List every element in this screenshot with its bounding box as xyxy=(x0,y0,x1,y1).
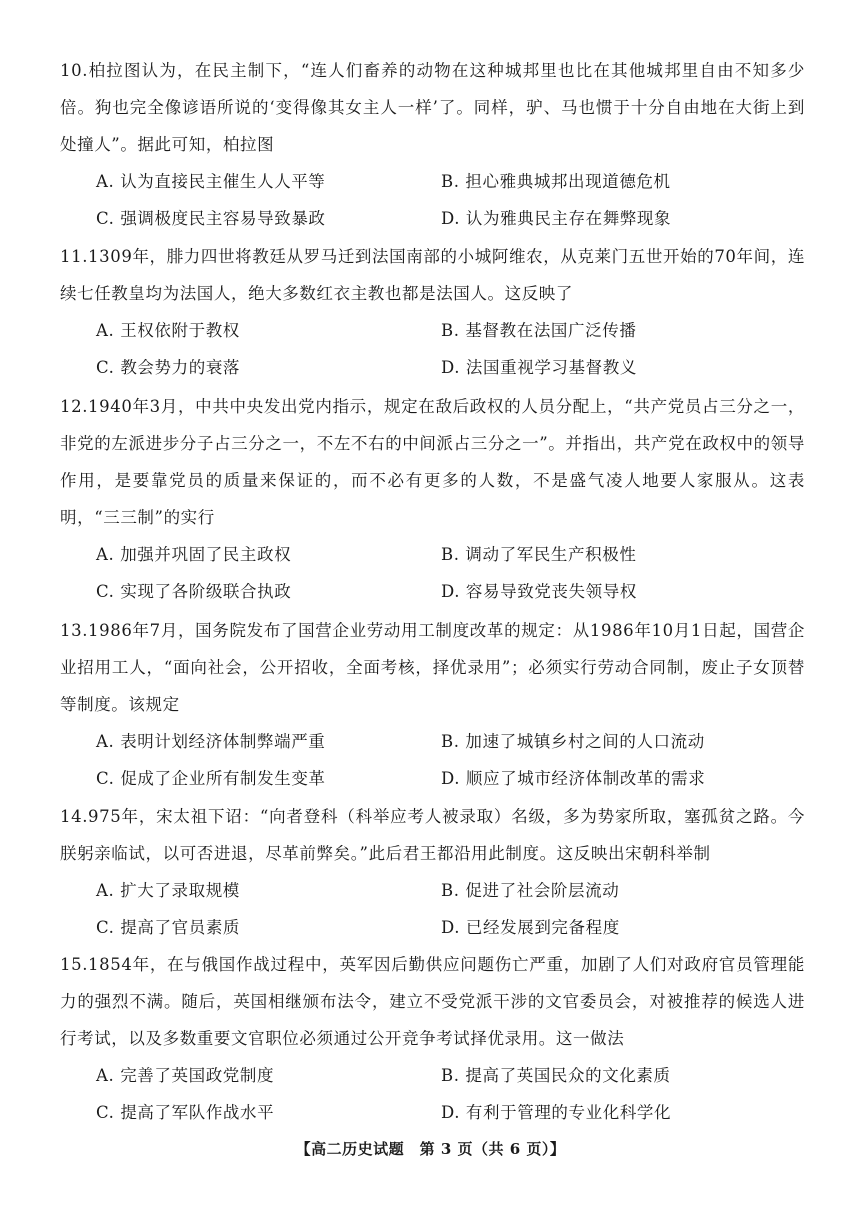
question-stem: 10.柏拉图认为，在民主制下，“连人们畜养的动物在这种城邦里也比在其他城邦里自由不知多少倍。狗也完全像谚语所说的‘变得像其女主人一样’了。同样，驴、马也惯于十分自由地在大街上到处撞人”。据此可知，柏拉图 xyxy=(60,61,805,154)
option-a: A. 认为直接民主催生人人平等 xyxy=(96,172,326,191)
answer-options xyxy=(96,1057,805,1131)
question-stem: 11.1309年，腓力四世将教廷从罗马迁到法国南部的小城阿维农，从克莱门五世开始的70年间，连续七任教皇均为法国人，绝大多数红衣主教也都是法国人。这反映了 xyxy=(60,247,805,303)
option-c: C. 提高了官员素质 xyxy=(96,918,241,937)
answer-options xyxy=(96,163,805,237)
option-c: C. 教会势力的衰落 xyxy=(96,358,241,377)
option-d: D. 有利于管理的专业化科学化 xyxy=(441,1103,672,1122)
page-footer: 【高二历史试题 第 3 页（共 6 页）】 xyxy=(295,1140,566,1158)
option-b: B. 提高了英国民众的文化素质 xyxy=(441,1066,671,1085)
option-c: C. 强调极度民主容易导致暴政 xyxy=(96,209,326,228)
question-stem: 12.1940年3月，中共中央发出党内指示，规定在敌后政权的人员分配上，“共产党员占三分之一，非党的左派进步分子占三分之一，不左不右的中间派占三分之一”。并指出，共产党在政权中的领导作用，是要靠党员的质量来保证的，而不必有更多的人数，不是盛气凌人地要人家服从。这表明，“三三制”的实行 xyxy=(60,397,805,527)
question-13 xyxy=(60,612,805,797)
option-d: D. 顺应了城市经济体制改革的需求 xyxy=(441,769,706,788)
option-c: C. 促成了企业所有制发生变革 xyxy=(96,769,326,788)
question-12 xyxy=(60,388,805,610)
option-a: A. 扩大了录取规模 xyxy=(96,881,240,900)
question-stem: 13.1986年7月，国务院发布了国营企业劳动用工制度改革的规定：从1986年10月1日起，国营企业招用工人，“面向社会，公开招收，全面考核，择优录用”；必须实行劳动合同制，废止子女顶替等制度。该规定 xyxy=(60,621,805,714)
option-b: B. 基督教在法国广泛传播 xyxy=(441,321,637,340)
answer-options xyxy=(96,312,805,386)
question-14 xyxy=(60,798,805,946)
option-b: B. 调动了军民生产积极性 xyxy=(441,545,637,564)
question-stem: 15.1854年，在与俄国作战过程中，英军因后勤供应问题伤亡严重，加剧了人们对政府官员管理能力的强烈不满。随后，英国相继颁布法令，建立不受党派干涉的文官委员会，对被推荐的候选人进行考试，以及多数重要文官职位必须通过公开竞争考试择优录用。这一做法 xyxy=(60,955,805,1048)
question-10 xyxy=(60,52,805,237)
option-c: C. 实现了各阶级联合执政 xyxy=(96,582,292,601)
option-a: A. 加强并巩固了民主政权 xyxy=(96,545,292,564)
option-b: B. 担心雅典城邦出现道德危机 xyxy=(441,172,671,191)
option-d: D. 认为雅典民主存在舞弊现象 xyxy=(441,209,672,228)
option-d: D. 法国重视学习基督教义 xyxy=(441,358,637,377)
option-d: D. 已经发展到完备程度 xyxy=(441,918,620,937)
option-a: A. 完善了英国政党制度 xyxy=(96,1066,275,1085)
option-c: C. 提高了军队作战水平 xyxy=(96,1103,275,1122)
option-b: B. 促进了社会阶层流动 xyxy=(441,881,620,900)
option-a: A. 王权依附于教权 xyxy=(96,321,240,340)
question-stem: 14.975年，宋太祖下诏：“向者登科（科举应考人被录取）名级，多为势家所取，塞孤贫之路。今朕躬亲临试，以可否进退，尽革前弊矣。”此后君王都沿用此制度。这反映出宋朝科举制 xyxy=(60,807,805,863)
option-a: A. 表明计划经济体制弊端严重 xyxy=(96,732,326,751)
option-b: B. 加速了城镇乡村之间的人口流动 xyxy=(441,732,705,751)
answer-options xyxy=(96,723,805,797)
option-d: D. 容易导致党丧失领导权 xyxy=(441,582,637,601)
answer-options xyxy=(96,872,805,946)
answer-options xyxy=(96,536,805,610)
question-11 xyxy=(60,238,805,386)
question-15 xyxy=(60,946,805,1131)
